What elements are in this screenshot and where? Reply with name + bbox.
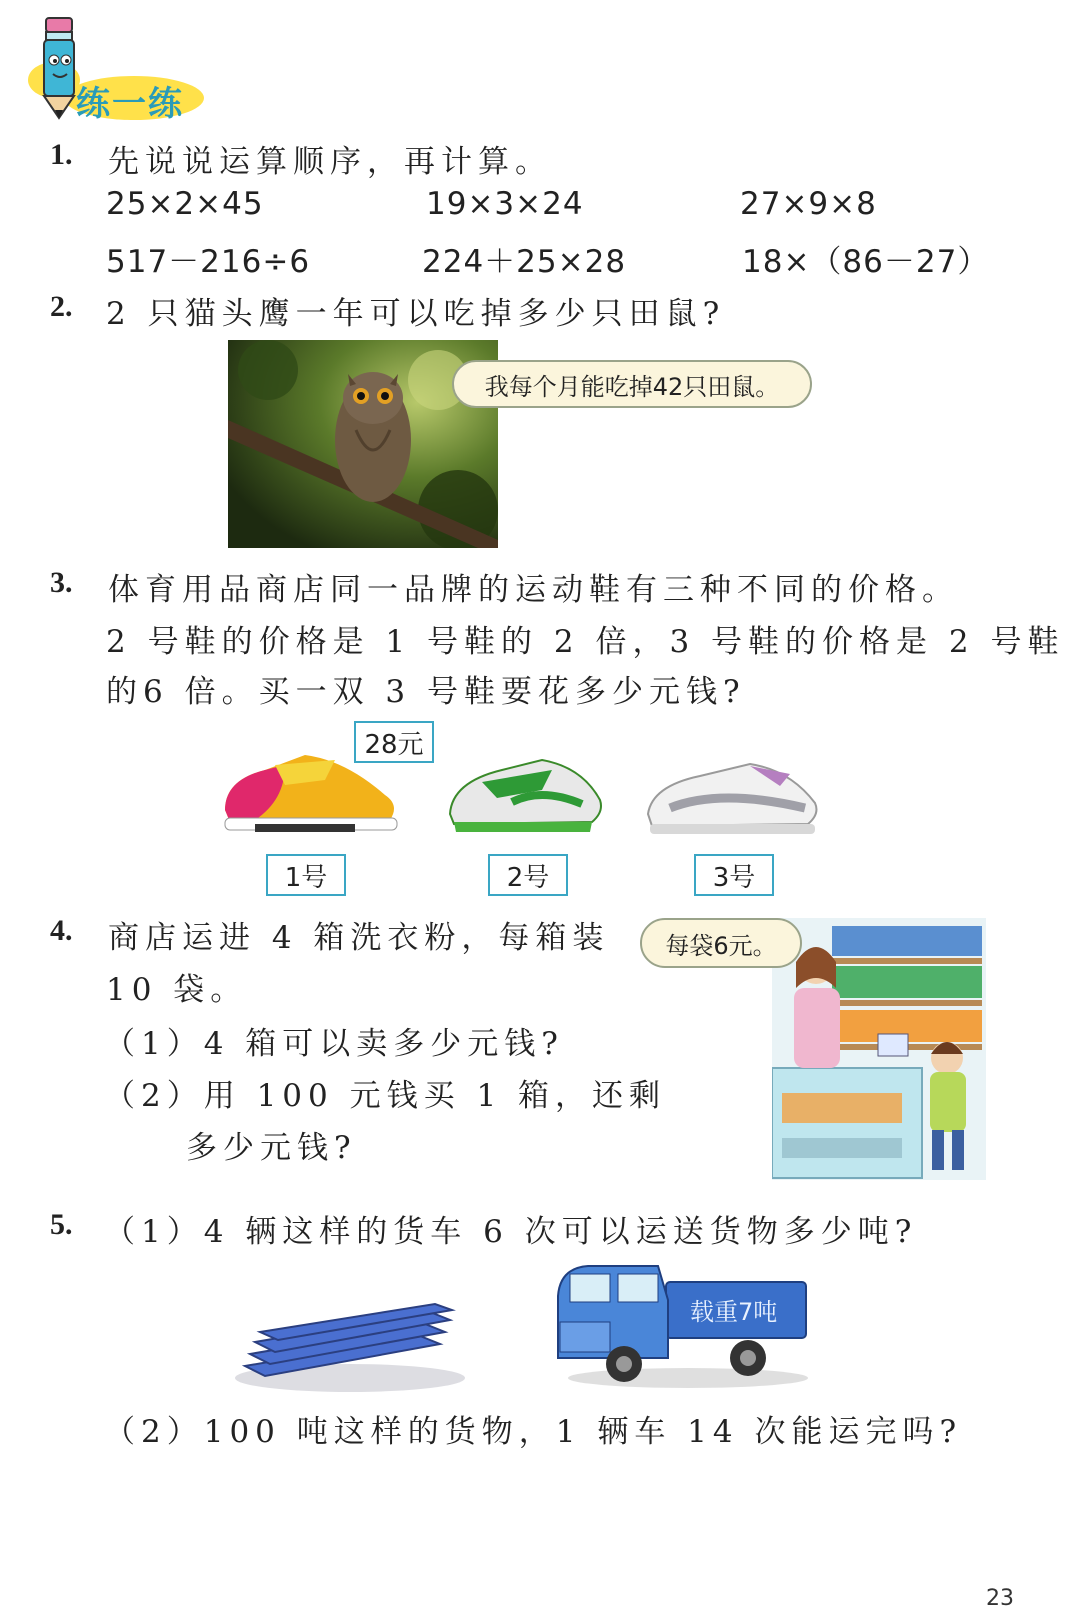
q1-expr: 224＋25×28: [422, 244, 627, 280]
shoe-label: 3号: [694, 854, 774, 896]
q1-text: 先说说运算顺序，再计算。: [108, 144, 552, 180]
q1-expr: 18×（86－27）: [742, 244, 990, 280]
truck-load-label: 载重7吨: [690, 1298, 778, 1326]
q4-line: 10 袋。: [106, 972, 248, 1008]
shoe-3-image: [640, 748, 825, 838]
q2-text: 2 只猫头鹰一年可以吃掉多少只田鼠?: [106, 296, 726, 332]
store-illustration: [772, 918, 986, 1180]
shoe-2-image: [442, 742, 607, 837]
q4-sub2: 多少元钱?: [186, 1130, 357, 1166]
q5-number: 5.: [50, 1208, 73, 1241]
shoe-label: 2号: [488, 854, 568, 896]
q5-sub2: （2）100 吨这样的货物，1 辆车 14 次能运完吗?: [104, 1414, 963, 1450]
q4-sub2: （2）用 100 元钱买 1 箱，还剩: [104, 1078, 667, 1114]
shoe-label: 1号: [266, 854, 346, 896]
q5-sub1: （1）4 辆这样的货车 6 次可以运送货物多少吨?: [104, 1214, 918, 1250]
q1-number: 1.: [50, 138, 73, 171]
truck-image: [548, 1260, 810, 1390]
q3-line: 体育用品商店同一品牌的运动鞋有三种不同的价格。: [108, 572, 959, 608]
q1-expr: 517－216÷6: [106, 244, 311, 280]
section-title: 练一练: [76, 84, 184, 124]
q2-number: 2.: [50, 290, 73, 323]
q1-expr: 27×9×8: [740, 186, 877, 222]
clerk-speech-bubble: 每袋6元。: [640, 918, 802, 968]
steel-pipes-image: [230, 1296, 470, 1396]
q4-number: 4.: [50, 914, 73, 947]
q3-line: 的6 倍。买一双 3 号鞋要花多少元钱?: [106, 674, 746, 710]
q4-sub1: （1）4 箱可以卖多少元钱?: [104, 1026, 564, 1062]
price-tag: 28元: [354, 721, 434, 763]
q1-expr: 25×2×45: [106, 186, 264, 222]
owl-speech-bubble: 我每个月能吃掉42只田鼠。: [452, 360, 812, 408]
page-number: 23: [986, 1586, 1014, 1611]
q3-number: 3.: [50, 566, 73, 599]
q1-expr: 19×3×24: [426, 186, 584, 222]
section-header: [14, 10, 204, 124]
q3-line: 2 号鞋的价格是 1 号鞋的 2 倍，3 号鞋的价格是 2 号鞋: [106, 624, 1065, 660]
shoe-1-image: [215, 740, 405, 835]
q4-line: 商店运进 4 箱洗衣粉，每箱装: [108, 920, 610, 956]
